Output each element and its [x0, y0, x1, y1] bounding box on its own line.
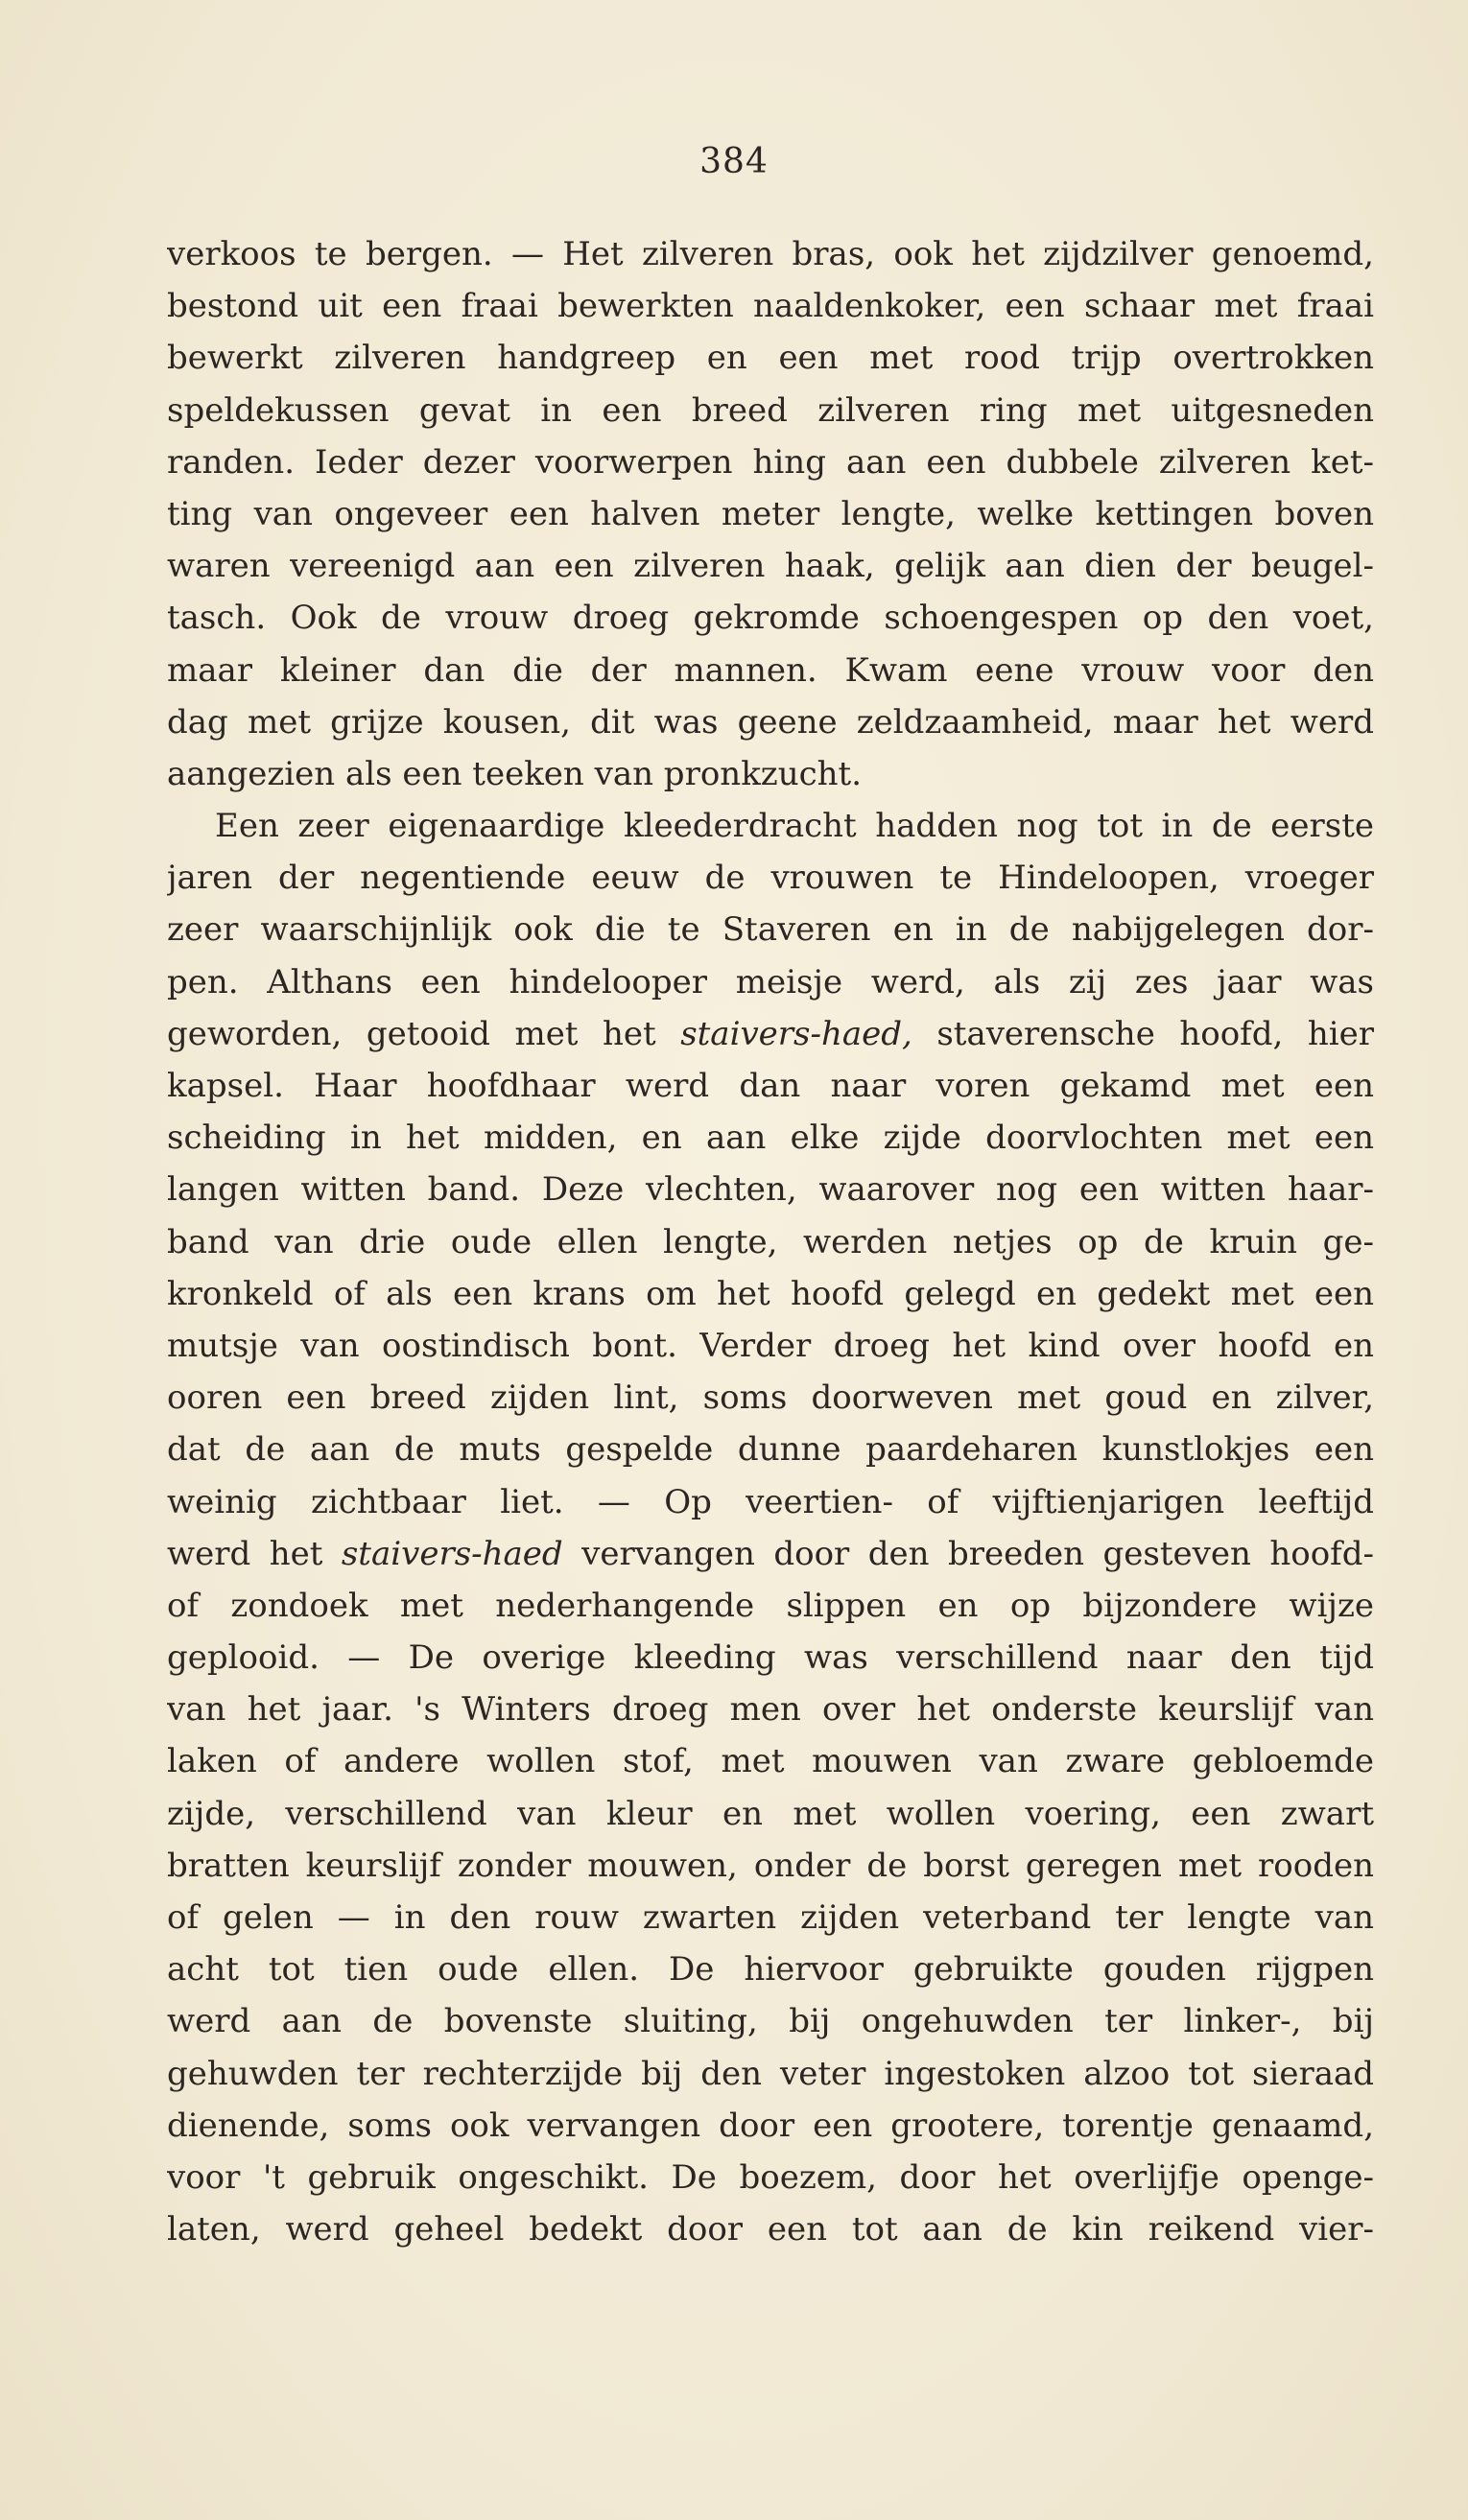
text-line: bestond uit een fraai bewerkten naaldenkoker, een schaar met fraai — [167, 287, 1374, 326]
text-line: scheiding in het midden, en aan elke zijde doorvlochten met een — [167, 1119, 1374, 1158]
text-line: maar kleiner dan die der mannen. Kwam eene vrouw voor den — [167, 650, 1374, 690]
text-line: van het jaar. 's Winters droeg men over het onderste keurslijf van — [167, 1690, 1374, 1730]
text-line: mutsje van oostindisch bont. Verder droeg het kind over hoofd en — [167, 1326, 1374, 1365]
text-line-paragraph-start: Een zeer eigenaardige kleederdracht hadden nog tot in de eerste — [215, 807, 1374, 846]
text-line: of gelen — in den rouw zwarten zijden veterband ter lengte van — [167, 1898, 1374, 1937]
text-line: dag met grijze kousen, dit was geene zeldzaamheid, maar het werd — [167, 702, 1374, 742]
text-fragment: geworden, getooid met het — [167, 1014, 681, 1053]
text-line: waren vereenigd aan een zilveren haak, gelijk aan dien der beugel- — [167, 547, 1374, 586]
text-line: zeer waarschijnlijk ook die te Staveren en in de nabijgelegen dor- — [167, 910, 1374, 950]
text-fragment: vervangen door den breeden gesteven hoofd- — [562, 1534, 1374, 1573]
text-line-with-italic — [167, 1008, 1374, 1060]
text-line: langen witten band. Deze vlechten, waarover nog een witten haar- — [167, 1170, 1374, 1210]
text-line: pen. Althans een hindelooper meisje werd, als zij zes jaar was — [167, 962, 1374, 1001]
text-line: dat de aan de muts gespelde dunne paardeharen kunstlokjes een — [167, 1430, 1374, 1470]
text-line: bewerkt zilveren handgreep en een met rood trijp overtrokken — [167, 339, 1374, 378]
body-text — [167, 228, 1374, 2255]
text-line: kapsel. Haar hoofdhaar werd dan naar voren gekamd met een — [167, 1067, 1374, 1105]
text-line: jaren der negentiende eeuw de vrouwen te Hindeloopen, vroeger — [167, 859, 1374, 898]
text-line: werd aan de bovenste sluiting, bij ongehuwden ter linker-, bij — [167, 2002, 1374, 2041]
text-line: bratten keurslijf zonder mouwen, onder de borst geregen met rooden — [167, 1846, 1374, 1885]
text-line: dienende, soms ook vervangen door een grootere, torentje genaamd, — [167, 2106, 1374, 2145]
page-number: 384 — [699, 142, 769, 181]
text-line-paragraph-end: aangezien als een teeken van pronkzucht. — [167, 754, 863, 793]
text-fragment: staverensche hoofd, hier — [912, 1014, 1374, 1053]
text-line: zijde, verschillend van kleur en met wollen voering, een zwart — [167, 1794, 1374, 1833]
text-line: gehuwden ter rechterzijde bij den veter ingestoken alzoo tot sieraad — [167, 2054, 1374, 2093]
text-line: weinig zichtbaar liet. — Op veertien- of vijftienjarigen leeftijd — [167, 1482, 1374, 1521]
text-line: tasch. Ook de vrouw droeg gekromde schoengespen op den voet, — [167, 599, 1374, 638]
text-line: band van drie oude ellen lengte, werden netjes op de kruin ge- — [167, 1222, 1374, 1261]
italic-term: staivers-haed — [341, 1534, 563, 1573]
text-fragment: werd het — [167, 1534, 342, 1573]
text-line: laken of andere wollen stof, met mouwen van zware gebloemde — [167, 1742, 1374, 1781]
text-line: laten, werd geheel bedekt door een tot aan de kin reikend vier- — [167, 2210, 1374, 2249]
text-line-with-italic — [167, 1528, 1374, 1580]
text-line: ting van ongeveer een halven meter lengte, welke kettingen boven — [167, 494, 1374, 533]
text-line: of zondoek met nederhangende slippen en op bijzondere wijze — [167, 1586, 1374, 1625]
text-line: kronkeld of als een krans om het hoofd gelegd en gedekt met een — [167, 1274, 1374, 1313]
text-line: geplooid. — De overige kleeding was verschillend naar den tijd — [167, 1638, 1374, 1678]
text-line: randen. Ieder dezer voorwerpen hing aan een dubbele zilveren ket- — [167, 442, 1374, 482]
italic-term: staivers-haed, — [680, 1014, 912, 1053]
text-line: speldekussen gevat in een breed zilveren ring met uitgesneden — [167, 390, 1374, 430]
text-line: voor 't gebruik ongeschikt. De boezem, door het overlijfje openge- — [167, 2157, 1374, 2197]
text-line: verkoos te bergen. — Het zilveren bras, ook het zijdzilver genoemd, — [167, 235, 1374, 273]
text-line: ooren een breed zijden lint, soms doorweven met goud en zilver, — [167, 1378, 1374, 1418]
text-line: acht tot tien oude ellen. De hiervoor gebruikte gouden rijgpen — [167, 1950, 1374, 1990]
